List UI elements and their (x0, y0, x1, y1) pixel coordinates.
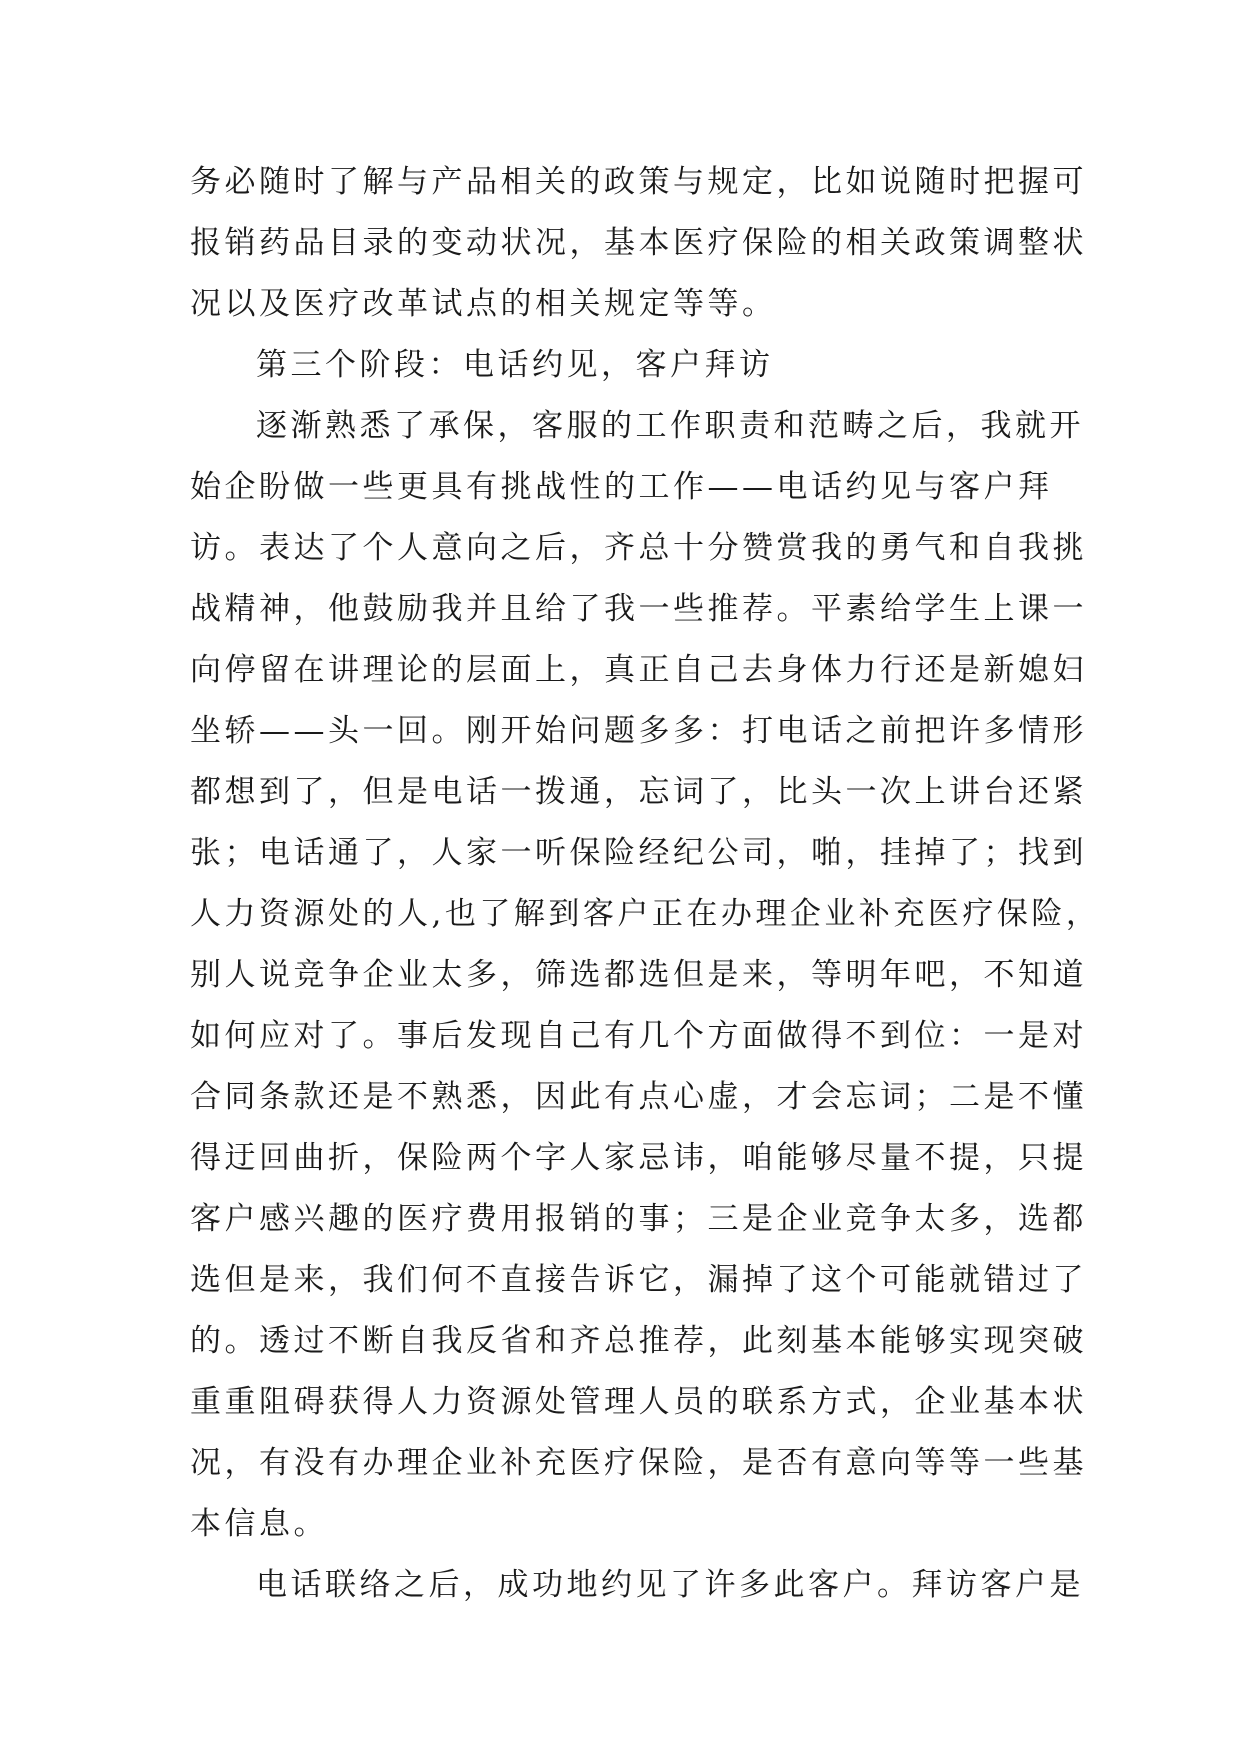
text-line: 坐轿——头一回。刚开始问题多多：打电话之前把许多情形 (190, 713, 1087, 749)
text-line: 电话联络之后，成功地约见了许多此客户。拜访客户是 (256, 1567, 1084, 1603)
text-line: 合同条款还是不熟悉，因此有点心虚，才会忘词；二是不懂 (190, 1079, 1087, 1115)
text-line: 况，有没有办理企业补充医疗保险，是否有意向等等一些基 (190, 1445, 1087, 1481)
body-text (190, 152, 1101, 1616)
text-line: 逐渐熟悉了承保，客服的工作职责和范畴之后，我就开 (256, 408, 1084, 444)
text-line: 得迂回曲折，保险两个字人家忌讳，咱能够尽量不提，只提 (190, 1140, 1087, 1176)
text-line: 务必随时了解与产品相关的政策与规定，比如说随时把握可 (190, 164, 1087, 200)
text-line: 如何应对了。事后发现自己有几个方面做得不到位：一是对 (190, 1018, 1087, 1054)
text-line: 访。表达了个人意向之后，齐总十分赞赏我的勇气和自我挑 (190, 530, 1087, 566)
text-line: 况以及医疗改革试点的相关规定等等。 (190, 286, 777, 322)
text-line: 重重阻碍获得人力资源处管理人员的联系方式，企业基本状 (190, 1384, 1087, 1420)
text-line: 都想到了，但是电话一拨通，忘词了，比头一次上讲台还紧 (190, 774, 1087, 810)
text-line: 的。透过不断自我反省和齐总推荐，此刻基本能够实现突破 (190, 1323, 1087, 1359)
text-line: 第三个阶段：电话约见，客户拜访 (256, 347, 774, 383)
text-line: 战精神，他鼓励我并且给了我一些推荐。平素给学生上课一 (190, 591, 1087, 627)
text-line: 报销药品目录的变动状况，基本医疗保险的相关政策调整状 (190, 225, 1087, 261)
text-line: 始企盼做一些更具有挑战性的工作——电话约见与客户拜 (190, 469, 1053, 505)
text-line: 别人说竞争企业太多，筛选都选但是来，等明年吧，不知道 (190, 957, 1087, 993)
text-line: 张；电话通了，人家一听保险经纪公司，啪，挂掉了；找到 (190, 835, 1087, 871)
text-line: 客户感兴趣的医疗费用报销的事；三是企业竞争太多，选都 (190, 1201, 1087, 1237)
text-line: 本信息。 (190, 1506, 328, 1542)
text-line: 人力资源处的人,也了解到客户正在办理企业补充医疗保险， (190, 896, 1101, 932)
text-line: 选但是来，我们何不直接告诉它，漏掉了这个可能就错过了 (190, 1262, 1087, 1298)
text-line: 向停留在讲理论的层面上，真正自己去身体力行还是新媳妇 (190, 652, 1087, 688)
